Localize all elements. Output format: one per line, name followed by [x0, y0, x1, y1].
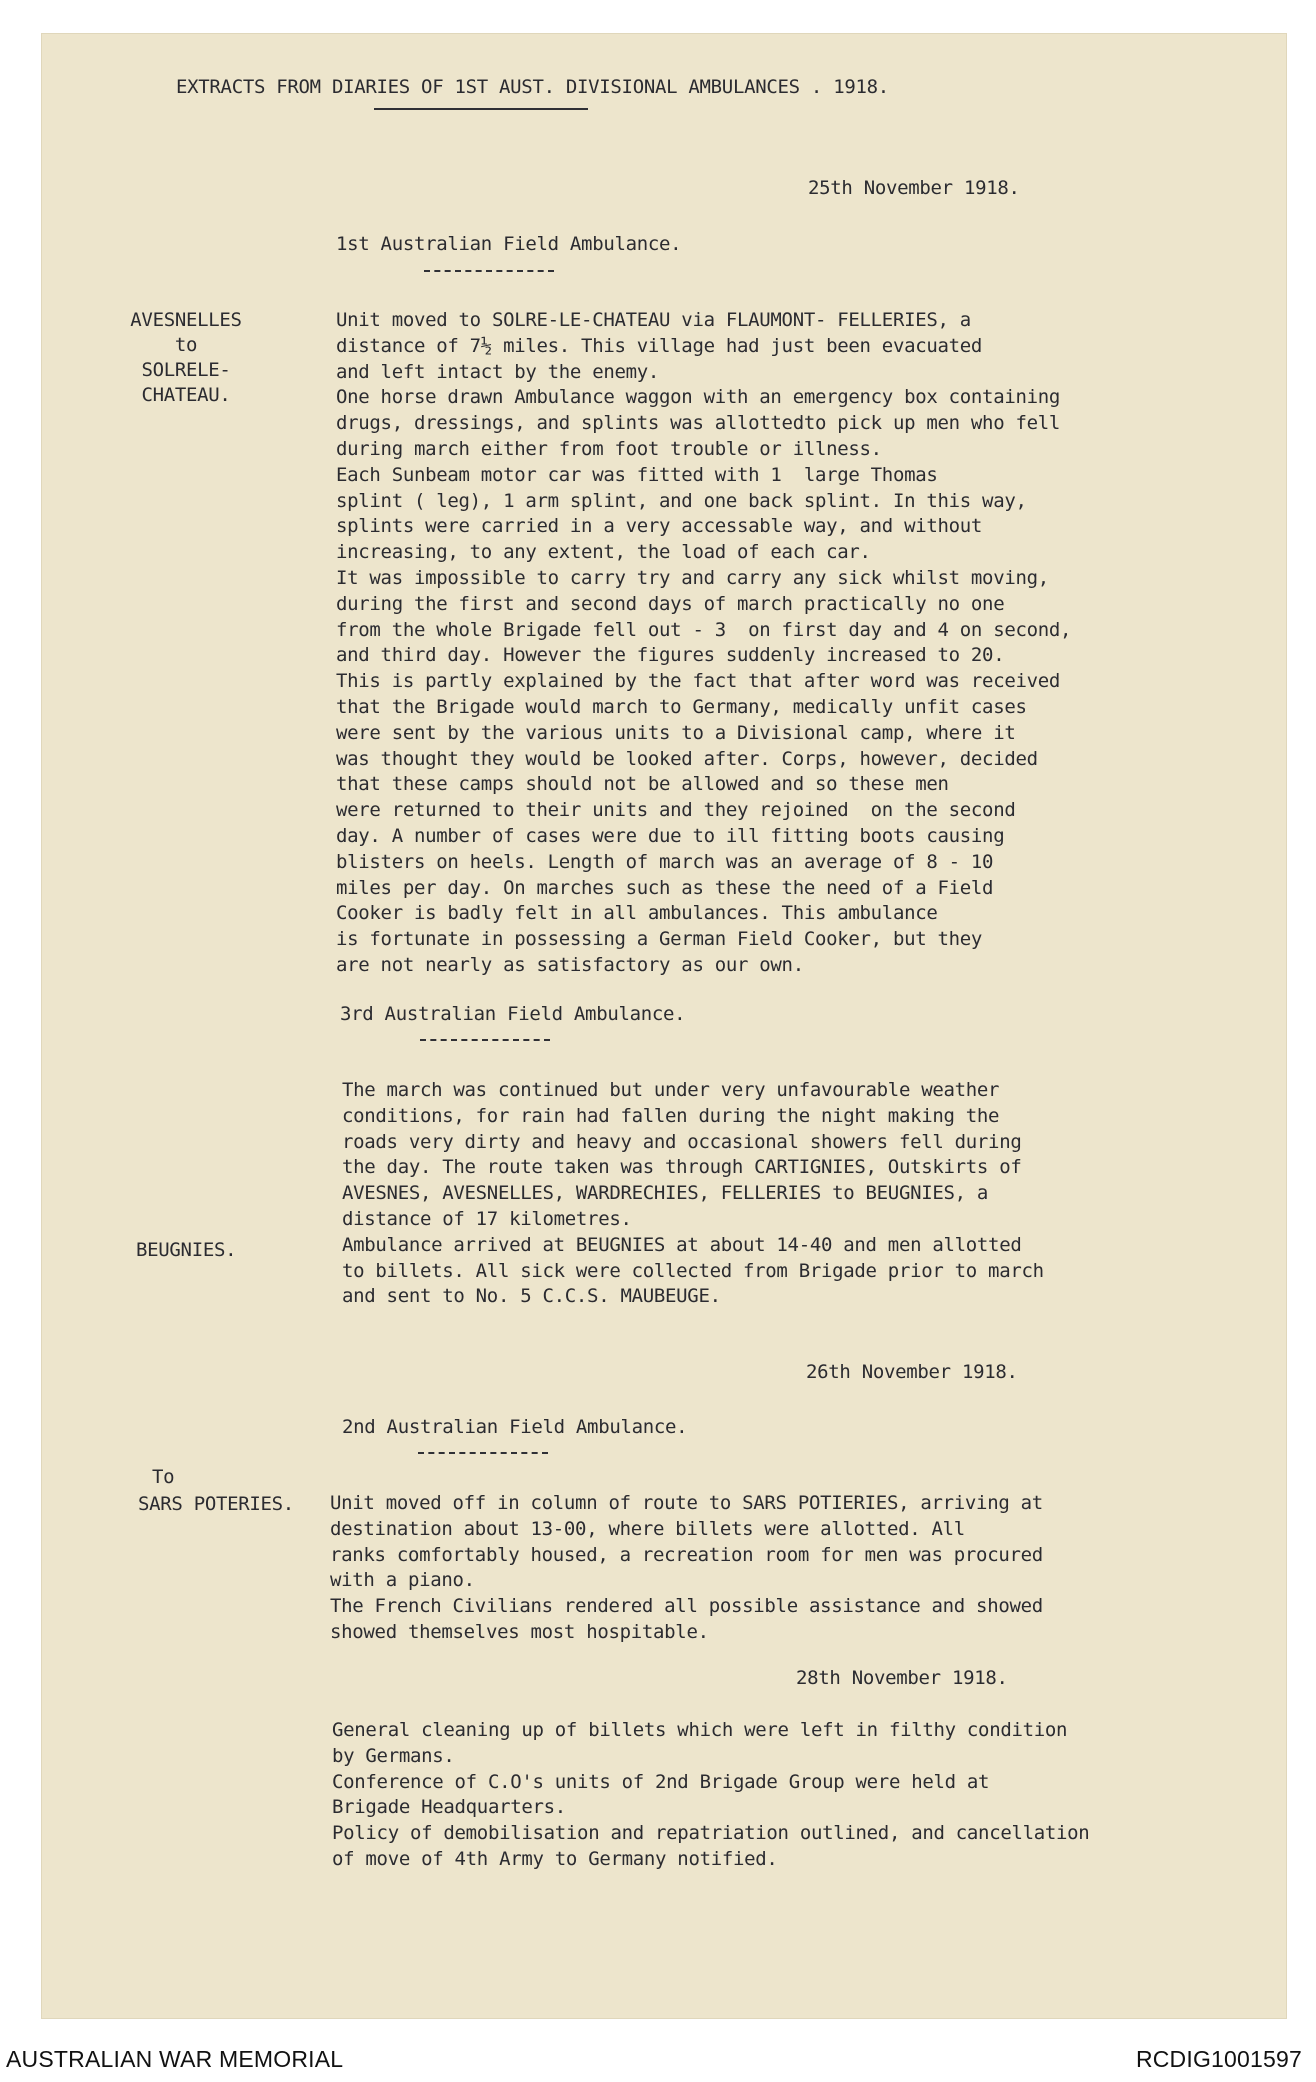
text-line: blisters on heels. Length of march was an average of 8 - 10 [336, 850, 994, 873]
diary-entry-1st-field-ambulance [336, 308, 1071, 979]
unit-heading-2nd-field-ambulance: 2nd Australian Field Ambulance. [342, 1416, 688, 1438]
text-line: roads very dirty and heavy and occasional showers fell during [342, 1130, 1022, 1153]
text-line: during march either from foot trouble or illness. [336, 437, 882, 460]
text-line: conditions, for rain had fallen during the night making the [342, 1104, 1000, 1127]
text-line: Unit moved off in column of route to SARS POTIERIES, arriving at [330, 1492, 1043, 1514]
text-line: and third day. However the figures suddenly increased to 20. [336, 644, 1005, 667]
margin-location-sars-poteries: SARS POTERIES. [138, 1493, 294, 1515]
text-line: Conference of C.O's units of 2nd Brigade Group were held at [332, 1770, 990, 1793]
text-line: splints were carried in a very accessable way, and without [336, 515, 983, 538]
text-line: day. A number of cases were due to ill fitting boots causing [336, 824, 1005, 847]
unit-heading-underline [420, 1039, 550, 1041]
text-line: of move of 4th Army to Germany notified. [332, 1847, 778, 1870]
text-line: and left intact by the enemy. [336, 360, 660, 383]
margin-location-beugnies: BEUGNIES. [136, 1239, 237, 1261]
text-line: ranks comfortably housed, a recreation room for men was procured [330, 1543, 1043, 1566]
text-line: is fortunate in possessing a German Field Cooker, but they [336, 928, 983, 951]
text-line: with a piano. [330, 1569, 475, 1592]
diary-entry-3rd-field-ambulance [342, 1078, 1044, 1310]
margin-line: AVESNELLES [130, 309, 242, 331]
text-line: that these camps should not be allowed and so these men [336, 773, 949, 796]
document-heading: EXTRACTS FROM DIARIES OF 1ST AUST. DIVISIONAL AMBULANCES . 1918. [176, 76, 889, 98]
margin-to-label: To [152, 1466, 175, 1488]
footer-record-id: RCDIG1001597 [1135, 2046, 1302, 2072]
text-line: The French Civilians rendered all possible assistance and showed [330, 1595, 1043, 1618]
text-line: One horse drawn Ambulance waggon with an emergency box containing [336, 386, 1061, 409]
text-line: It was impossible to carry try and carry any sick whilst moving, [336, 566, 1049, 589]
text-line: are not nearly as satisfactory as our own. [336, 953, 804, 976]
text-line: and sent to No. 5 C.C.S. MAUBEUGE. [342, 1285, 721, 1308]
text-line: splint ( leg), 1 arm splint, and one back splint. In this way, [336, 489, 1027, 512]
text-line: during the first and second days of march practically no one [336, 592, 1005, 615]
diary-entry-2nd-field-ambulance [330, 1491, 1043, 1646]
diary-entry-28-nov [332, 1718, 1089, 1873]
diary-date-28-nov: 28th November 1918. [796, 1667, 1008, 1689]
text-line: showed themselves most hospitable. [330, 1620, 709, 1643]
text-line: the day. The route taken was through CARTIGNIES, Outskirts of [342, 1156, 1022, 1179]
text-line: was thought they would be looked after. Corps, however, decided [336, 747, 1038, 770]
diary-date-25-nov: 25th November 1918. [808, 177, 1020, 199]
text-line: Ambulance arrived at BEUGNIES at about 14-40 and men allotted [342, 1233, 1022, 1256]
text-line: The march was continued but under very unfavourable weather [342, 1079, 1000, 1101]
footer-source-label: AUSTRALIAN WAR MEMORIAL [6, 2046, 344, 2072]
text-line: from the whole Brigade fell out - 3 on first day and 4 on second, [336, 618, 1072, 641]
unit-heading-underline [418, 1452, 548, 1454]
margin-line: SOLRELE- [141, 359, 231, 381]
text-line: to billets. All sick were collected from Brigade prior to march [342, 1259, 1044, 1282]
text-line: Each Sunbeam motor car was fitted with 1 large Thomas [336, 463, 938, 486]
text-line: miles per day. On marches such as these the need of a Field [336, 876, 994, 899]
unit-heading-3rd-field-ambulance: 3rd Australian Field Ambulance. [340, 1003, 686, 1025]
text-line: that the Brigade would march to Germany, medically unfit cases [336, 695, 1027, 718]
unit-heading-underline [424, 270, 554, 272]
text-line: destination about 13-00, where billets were allotted. All [330, 1517, 965, 1540]
text-line: drugs, dressings, and splints was allottedto pick up men who fell [336, 412, 1061, 435]
margin-line: CHATEAU. [141, 384, 231, 406]
text-line: Policy of demobilisation and repatriation outlined, and cancellation [332, 1822, 1090, 1845]
heading-underline [374, 108, 588, 110]
diary-date-26-nov: 26th November 1918. [806, 1361, 1018, 1383]
margin-location-avesnelles [116, 308, 256, 408]
text-line: Unit moved to SOLRE-LE-CHATEAU via FLAUMONT- FELLERIES, a [336, 309, 971, 331]
text-line: were returned to their units and they rejoined on the second [336, 799, 1016, 822]
text-line: Cooker is badly felt in all ambulances. This ambulance [336, 902, 938, 925]
text-line: increasing, to any extent, the load of each car. [336, 541, 871, 564]
text-line: General cleaning up of billets which were left in filthy condition [332, 1719, 1068, 1741]
text-line: by Germans. [332, 1744, 455, 1767]
text-line: distance of 7½ miles. This village had just been evacuated [336, 334, 983, 357]
text-line: This is partly explained by the fact that after word was received [336, 670, 1061, 693]
margin-line: to [174, 334, 198, 356]
text-line: were sent by the various units to a Divisional camp, where it [336, 721, 1016, 744]
unit-heading-1st-field-ambulance: 1st Australian Field Ambulance. [336, 233, 682, 255]
text-line: AVESNES, AVESNELLES, WARDRECHIES, FELLERIES to BEUGNIES, a [342, 1182, 989, 1205]
text-line: Brigade Headquarters. [332, 1796, 566, 1819]
text-line: distance of 17 kilometres. [342, 1207, 632, 1230]
